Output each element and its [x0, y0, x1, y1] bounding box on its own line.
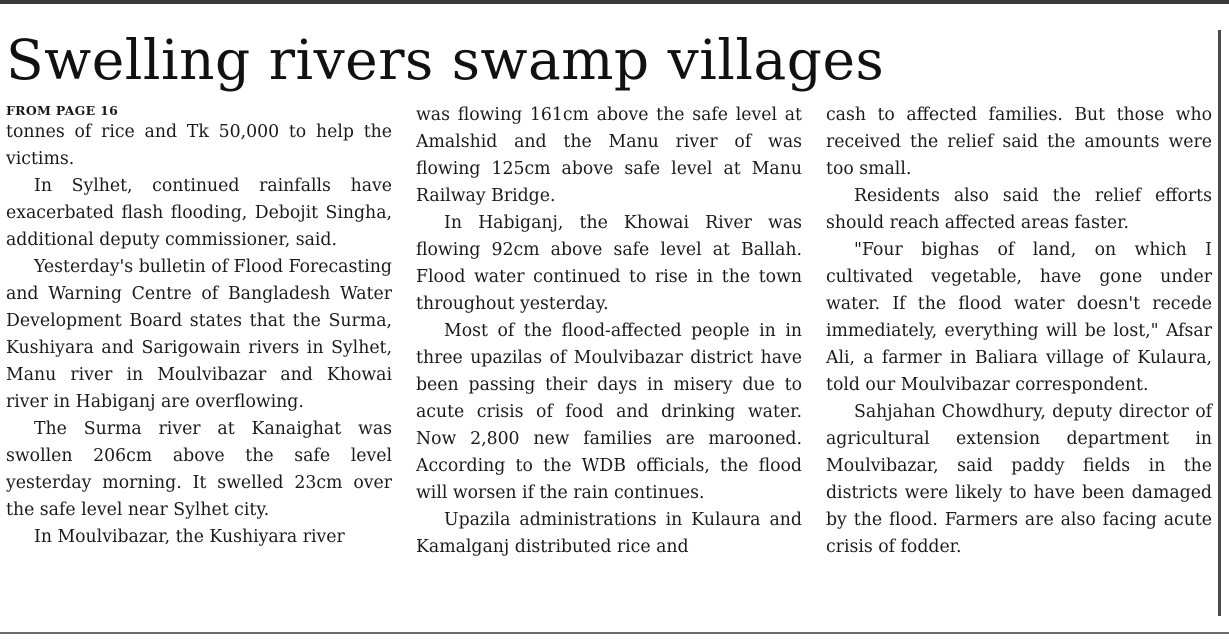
- paragraph: In Sylhet, continued rainfalls have exacerbated flash flooding, Debojit Singha, additional deputy commissioner, said.: [6, 176, 392, 250]
- paragraph: Most of the flood-affected people in in three upazilas of Moulvibazar district have been passing their days in misery due to acute crisis of food and drinking water. Now 2,800 new families are marooned. According to the WDB officials, the flood will worsen if the rain continues.: [416, 321, 802, 503]
- paragraph: Yesterday's bulletin of Flood Forecasting and Warning Centre of Bangladesh Water Development Board states that the Surma, Kushiyara and Sarigowain rivers in Sylhet, Manu river in Moulvibazar and Khowai river in Habiganj are overflowing.: [6, 257, 392, 412]
- article-column-2: [416, 102, 802, 561]
- article-column-3: [826, 102, 1212, 561]
- paragraph: Upazila administrations in Kulaura and Kamalganj distributed rice and: [416, 510, 802, 557]
- paragraph: Residents also said the relief efforts should reach affected areas faster.: [826, 186, 1212, 233]
- article-column-1: [6, 102, 392, 551]
- paragraph: In Moulvibazar, the Kushiyara river: [34, 527, 345, 547]
- top-rule: [0, 0, 1229, 4]
- continued-from-label: FROM PAGE 16: [6, 103, 119, 118]
- bottom-rule: [0, 632, 1229, 634]
- paragraph: The Surma river at Kanaighat was swollen 206cm above the safe level yesterday morning. It swelled 23cm over the safe level near Sylhet city.: [6, 419, 392, 520]
- right-column-rule: [1218, 30, 1221, 616]
- paragraph: was flowing 161cm above the safe level at Amalshid and the Manu river of was flowing 125cm above safe level at Manu Railway Bridge.: [416, 105, 802, 206]
- paragraph: In Habiganj, the Khowai River was flowing 92cm above safe level at Ballah. Flood water continued to rise in the town throughout yesterday.: [416, 213, 802, 314]
- paragraph: cash to affected families. But those who received the relief said the amounts were too small.: [826, 105, 1212, 179]
- headline: Swelling rivers swamp villages: [6, 28, 885, 92]
- paragraph: "Four bighas of land, on which I cultivated vegetable, have gone under water. If the flood water doesn't recede immediately, everything will be lost," Afsar Ali, a farmer in Baliara village of Kulaura, told our Moulvibazar correspondent.: [826, 240, 1212, 395]
- paragraph: tonnes of rice and Tk 50,000 to help the victims.: [6, 122, 392, 169]
- paragraph: Sahjahan Chowdhury, deputy director of agricultural extension department in Moulvibazar, said paddy fields in the districts were likely to have been damaged by the flood. Farmers are also facing acute crisis of fodder.: [826, 402, 1212, 557]
